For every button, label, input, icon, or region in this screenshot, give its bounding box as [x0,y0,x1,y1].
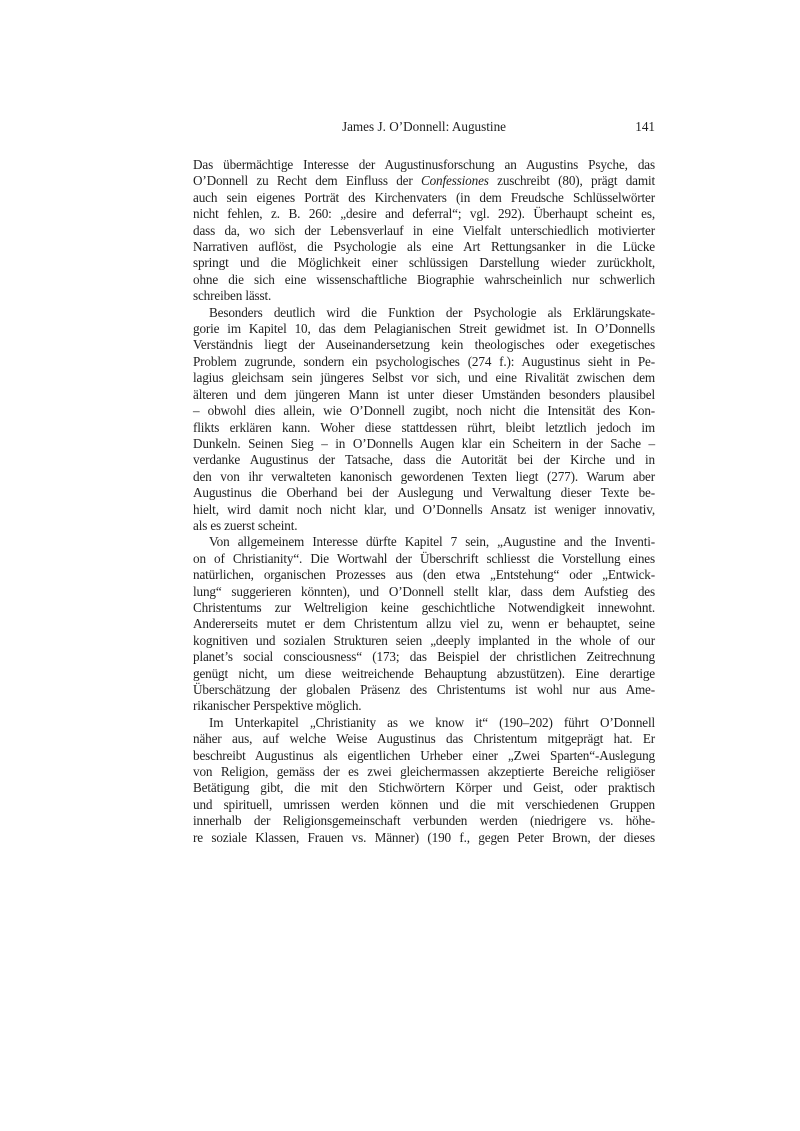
text-line: Besonders deutlich wird die Funktion der Psychologie als Erklärungskate- [209,304,655,320]
text-line: springt und die Möglichkeit einer schlüssigen Darstellung wieder zurückholt, [193,255,655,271]
text-line: Von allgemeinem Interesse dürfte Kapitel 7 sein, „Augustine and the Inventi- [209,534,655,550]
text-line: Verständnis liegt der Auseinandersetzung kein theologisches oder exegetisches [193,337,655,353]
text-line: planet’s social consciousness“ (173; das Beispiel der christlichen Zeitrechnung [193,649,655,665]
text-line: den von ihr verwalteten kanonisch gewordenen Texten liegt (277). Warum aber [193,468,655,484]
text-line: O’Donnell zu Recht dem Einfluss der Confessiones zuschreibt (80), prägt damit [193,173,655,189]
text-line: Im Unterkapitel „Christianity as we know it“ (190–202) führt O’Donnell [209,714,655,730]
text-line: lung“ suggerieren könnten), und O’Donnell stellt klar, dass dem Aufstieg des [193,583,655,599]
text-line: auch sein eigenes Porträt des Kirchenvaters (in dem Freudsche Schlüsselwörter [193,189,655,205]
text-line: beschreibt Augustinus als eigentlichen Urheber einer „Zwei Sparten“-Auslegung [193,747,655,763]
text-line: und spirituell, umrissen werden können und die mit verschiedenen Gruppen [193,796,655,812]
text-line: Christentums zur Weltreligion keine geschichtliche Notwendigkeit innewohnt. [193,599,655,615]
text-line: älteren und dem jüngeren Mann ist unter dieser Umständen besonders plausibel [193,386,655,402]
page-number: 141 [635,119,655,134]
text-line: ohne die sich eine wissenschaftliche Biographie wahrscheinlich nur schwerlich [193,271,655,287]
text-line: Dunkeln. Seinen Sieg – in O’Donnells Augen klar ein Scheitern in der Sache – [193,435,655,451]
text-line: näher aus, auf welche Weise Augustinus das Christentum mitgeprägt hat. Er [193,731,655,747]
running-header [193,119,655,135]
text-line: von Religion, gemäss der es zwei gleichermassen akzeptierte Bereiche religiöser [193,764,655,780]
text-line: on of Christianity“. Die Wortwahl der Überschrift schliesst die Vorstellung eines [193,550,655,566]
text-line: schreiben lässt. [193,288,272,304]
text-line: natürlichen, organischen Prozesses aus (den etwa „Entstehung“ oder „Entwick- [193,567,655,583]
text-line: als es zuerst scheint. [193,517,298,533]
paragraph [193,157,655,305]
text-line: Augustinus die Oberhand bei der Auslegung und Verwaltung dieser Texte be- [193,485,655,501]
text-line: lagius gleichsam sein jüngeres Selbst vor sich, und eine Rivalität zwischen dem [193,370,655,386]
text-line: dass da, wo sich der Lebensverlauf in eine Vielfalt unterschiedlich motivierter [193,222,655,238]
text-line: Das übermächtige Interesse der Augustinusforschung an Augustins Psyche, das [193,157,655,172]
paragraph [193,534,655,714]
text-line: Betätigung gibt, die mit den Stichwörtern Körper und Geist, oder praktisch [193,780,655,796]
text-line: innerhalb der Religionsgemeinschaft verbunden werden (niedrigere vs. höhe- [193,813,655,829]
text-line: hielt, wird damit noch nicht klar, und O’Donnells Ansatz ist weniger innovativ, [193,501,655,517]
text-line: flikts erklären kann. Woher diese stattdessen rührt, bleibt letztlich jedoch im [193,419,655,435]
text-line: genügt nicht, um diese weitreichende Behauptung abzustützen). Eine derartige [193,665,655,681]
paragraph [193,305,655,535]
paragraph [193,715,655,846]
text-line: Problem zugrunde, sondern ein psychologisches (274 f.): Augustinus sieht in Pe- [193,353,655,369]
text-block [193,119,655,846]
text-line: re soziale Klassen, Frauen vs. Männer) (190 f., gegen Peter Brown, der dieses [193,829,655,845]
text-line: nicht fehlen, z. B. 260: „desire and deferral“; vgl. 292). Überhaupt scheint es, [193,206,655,222]
text-line: Narrativen auflöst, die Psychologie als eine Art Rettungsanker in die Lücke [193,239,655,255]
text-line: verdanke Augustinus der Tatsache, dass die Autorität bei der Kirche und in [193,452,655,468]
text-line: kognitiven und sozialen Strukturen seien „deeply implanted in the whole of our [193,632,655,648]
text-line: rikanischer Perspektive möglich. [193,698,362,714]
text-line: gorie im Kapitel 10, das dem Pelagianischen Streit gewidmet ist. In O’Donnells [193,321,655,337]
text-line: – obwohl dies allein, wie O’Donnell zugibt, noch nicht die Intensität des Kon- [193,403,655,419]
text-line: Überschätzung der globalen Präsenz des Christentums ist wohl nur aus Ame- [193,682,655,697]
text-line: Andererseits mutet er dem Christentum allzu viel zu, wenn er behauptet, seine [193,616,655,632]
running-title: James J. O’Donnell: Augustine [341,119,507,134]
body-text [193,157,655,846]
